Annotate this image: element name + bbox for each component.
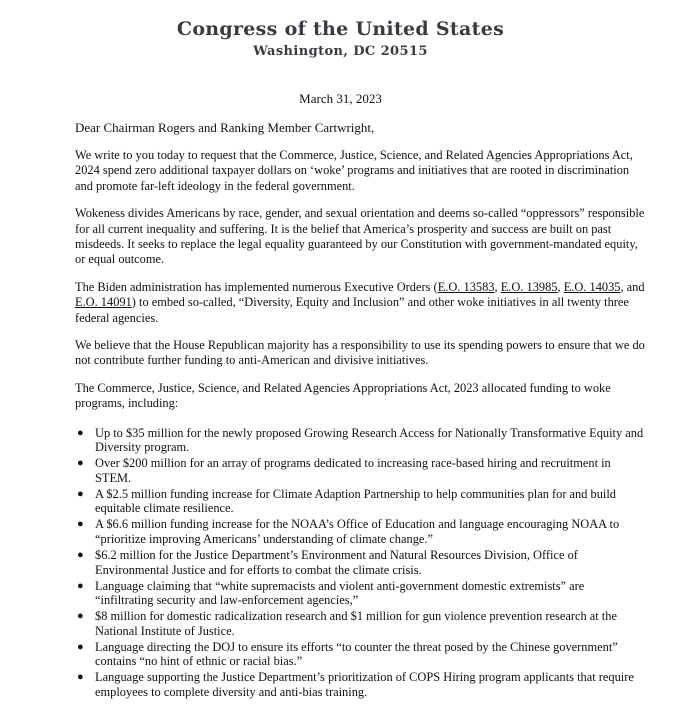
paragraph-executive-orders [75, 280, 645, 326]
bullet-icon: ● [77, 518, 84, 531]
eo-intro-text: The Biden administration has implemented numerous Executive Orders ( [75, 279, 438, 294]
bullet-icon: ● [77, 457, 84, 470]
eo-13583-link[interactable]: E.O. 13583 [437, 279, 495, 294]
funding-list [75, 426, 645, 700]
eo-13985-link[interactable]: E.O. 13985 [500, 279, 558, 294]
bullet-icon: ● [77, 671, 84, 684]
bullet-icon: ● [77, 426, 84, 439]
paragraph-wokeness: Wokeness divides Americans by race, gender, and sexual orientation and deems so-called “oppressors” responsible for all current inequality and suffering. It is the belief that America’s prosperity and success are built on past misdeeds. It seeks to replace the legal equality guaranteed by our Constitution with government-mandated equity, or equal outcome. [75, 206, 645, 267]
letter-body [75, 148, 645, 701]
list-item-text: A $6.6 million funding increase for the NOAA’s Office of Education and language encouraging NOAA to “prioritize improving Americans’ understanding of climate change.” [95, 517, 620, 547]
list-item [75, 609, 645, 638]
list-item-text: Language claiming that “white supremacists and violent anti-government domestic extremists” are “infiltrating security and law-enforcement agencies,” [95, 578, 585, 608]
list-item [75, 456, 645, 485]
list-item [75, 579, 645, 608]
list-item [75, 517, 645, 546]
eo-outro-text: ) to embed so-called, “Diversity, Equity and Inclusion” and other woke initiatives in all twenty three federal agencies. [75, 295, 629, 325]
paragraph-funding-intro: The Commerce, Justice, Science, and Related Agencies Appropriations Act, 2023 allocated funding to woke programs, including: [75, 380, 611, 411]
letter-date: March 31, 2023 [299, 91, 382, 106]
list-item [75, 487, 645, 516]
letterhead-address: Washington, DC 20515 [253, 44, 428, 59]
list-item-text: Language supporting the Justice Department’s prioritization of COPS Hiring program applicants that require employees to complete diversity and anti-bias training. [95, 670, 634, 699]
salutation: Dear Chairman Rogers and Ranking Member Cartwright, [75, 120, 375, 135]
bullet-icon: ● [77, 487, 84, 500]
bullet-icon: ● [77, 640, 84, 653]
bullet-icon: ● [77, 610, 84, 623]
list-item-text: Up to $35 million for the newly proposed Growing Research Access for Nationally Transformative Equity and Diversity program. [95, 425, 644, 455]
bullet-icon: ● [77, 579, 84, 592]
list-item-text: Language directing the DOJ to ensure its efforts “to counter the threat posed by the Chinese government” contains “no hint of ethnic or racial bias.” [95, 639, 618, 669]
list-item [75, 670, 645, 699]
list-item-text: $6.2 million for the Justice Department’s Environment and Natural Resources Division, Office of Environmental Justice and for efforts to combat the climate crisis. [95, 548, 578, 577]
eo-separator: , [557, 279, 564, 294]
bullet-icon: ● [77, 549, 84, 561]
list-item [75, 426, 645, 455]
list-item [75, 640, 645, 669]
list-item-text: $8 million for domestic radicalization research and $1 million for gun violence prevention research at the National Institute of Justice. [95, 609, 617, 638]
eo-separator: , [494, 279, 501, 294]
eo-separator: , and [620, 279, 645, 294]
list-item-text: Over $200 million for an array of programs dedicated to increasing race-based hiring and recruitment in STEM. [95, 456, 611, 485]
list-item [75, 548, 645, 577]
list-item-text: A $2.5 million funding increase for Climate Adaption Partnership to help communities plan for and build equitable climate resilience. [95, 486, 617, 516]
eo-14091-link[interactable]: E.O. 14091 [75, 295, 132, 310]
paragraph-request: We write to you today to request that the Commerce, Justice, Science, and Related Agencies Appropriations Act, 2024 spend zero additional taxpayer dollars on ‘woke’ programs and initiatives that are rooted in discrimination and promote far-left ideology in the federal government. [75, 148, 633, 193]
letterhead-title: Congress of the United States [176, 18, 505, 40]
paragraph-responsibility: We believe that the House Republican majority has a responsibility to use its spending powers to ensure that we do not contribute further funding to anti-American and divisive initiatives. [75, 338, 645, 368]
eo-14035-link[interactable]: E.O. 14035 [563, 279, 621, 294]
